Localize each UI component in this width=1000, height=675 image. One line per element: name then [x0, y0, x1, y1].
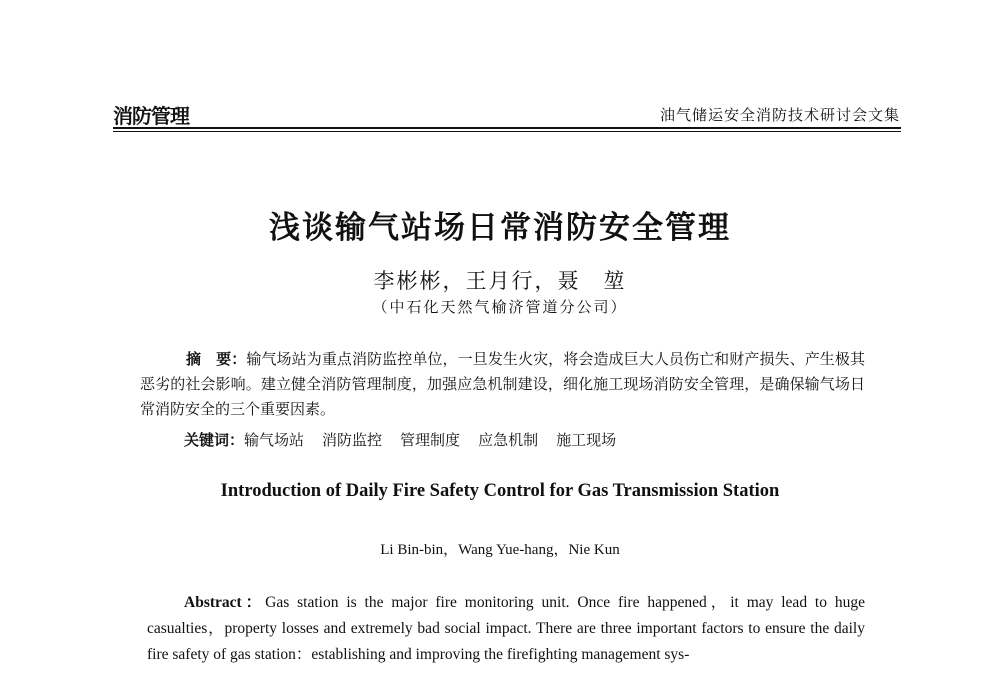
keyword-item: 施工现场 — [556, 431, 617, 449]
abstract-en-label: Abstract： — [184, 594, 266, 611]
abstract-zh-label: 摘 要： — [186, 350, 247, 368]
abstract-zh — [140, 347, 865, 422]
abstract-zh-text: 输气场站为重点消防监控单位，一旦发生火灾，将会造成巨大人员伤亡和财产损失、产生极其恶劣的社会影响。建立健全消防管理制度，加强应急机制建设，细化施工现场消防安全管理，是确保输气场日常消防安全的三个重要因素。 — [140, 350, 865, 418]
affiliation-zh: （中石化天然气榆济管道分公司） — [372, 298, 628, 316]
header-rule-thin — [113, 131, 901, 132]
header-section-label: 消防管理 — [113, 104, 189, 128]
abstract-en-text: Gas station is the major fire monitoring unit. Once fire happened，it may lead to huge casualties，property losses and extremely bad social impact. There are three important factors to ensure the daily fire safety of gas station：establishing and improving the firefighting management sys- — [147, 594, 865, 663]
keywords-zh — [184, 429, 634, 450]
keyword-item: 应急机制 — [478, 431, 539, 449]
keywords-zh-label: 关键词： — [184, 431, 245, 449]
authors-en: Li Bin-bin，Wang Yue-hang，Nie Kun — [380, 542, 620, 558]
keyword-item: 管理制度 — [400, 431, 461, 449]
paper-title-zh: 浅谈输气站场日常消防安全管理 — [269, 210, 731, 246]
header-rule-thick — [113, 127, 901, 129]
paper-title-en: Introduction of Daily Fire Safety Control for Gas Transmission Station — [220, 481, 780, 501]
keyword-item: 输气场站 — [244, 431, 305, 449]
header-collection-title: 油气储运安全消防技术研讨会文集 — [659, 106, 900, 124]
keyword-item: 消防监控 — [322, 431, 383, 449]
authors-zh: 李彬彬，王月行，聂 堃 — [373, 269, 627, 293]
abstract-en — [147, 590, 865, 668]
